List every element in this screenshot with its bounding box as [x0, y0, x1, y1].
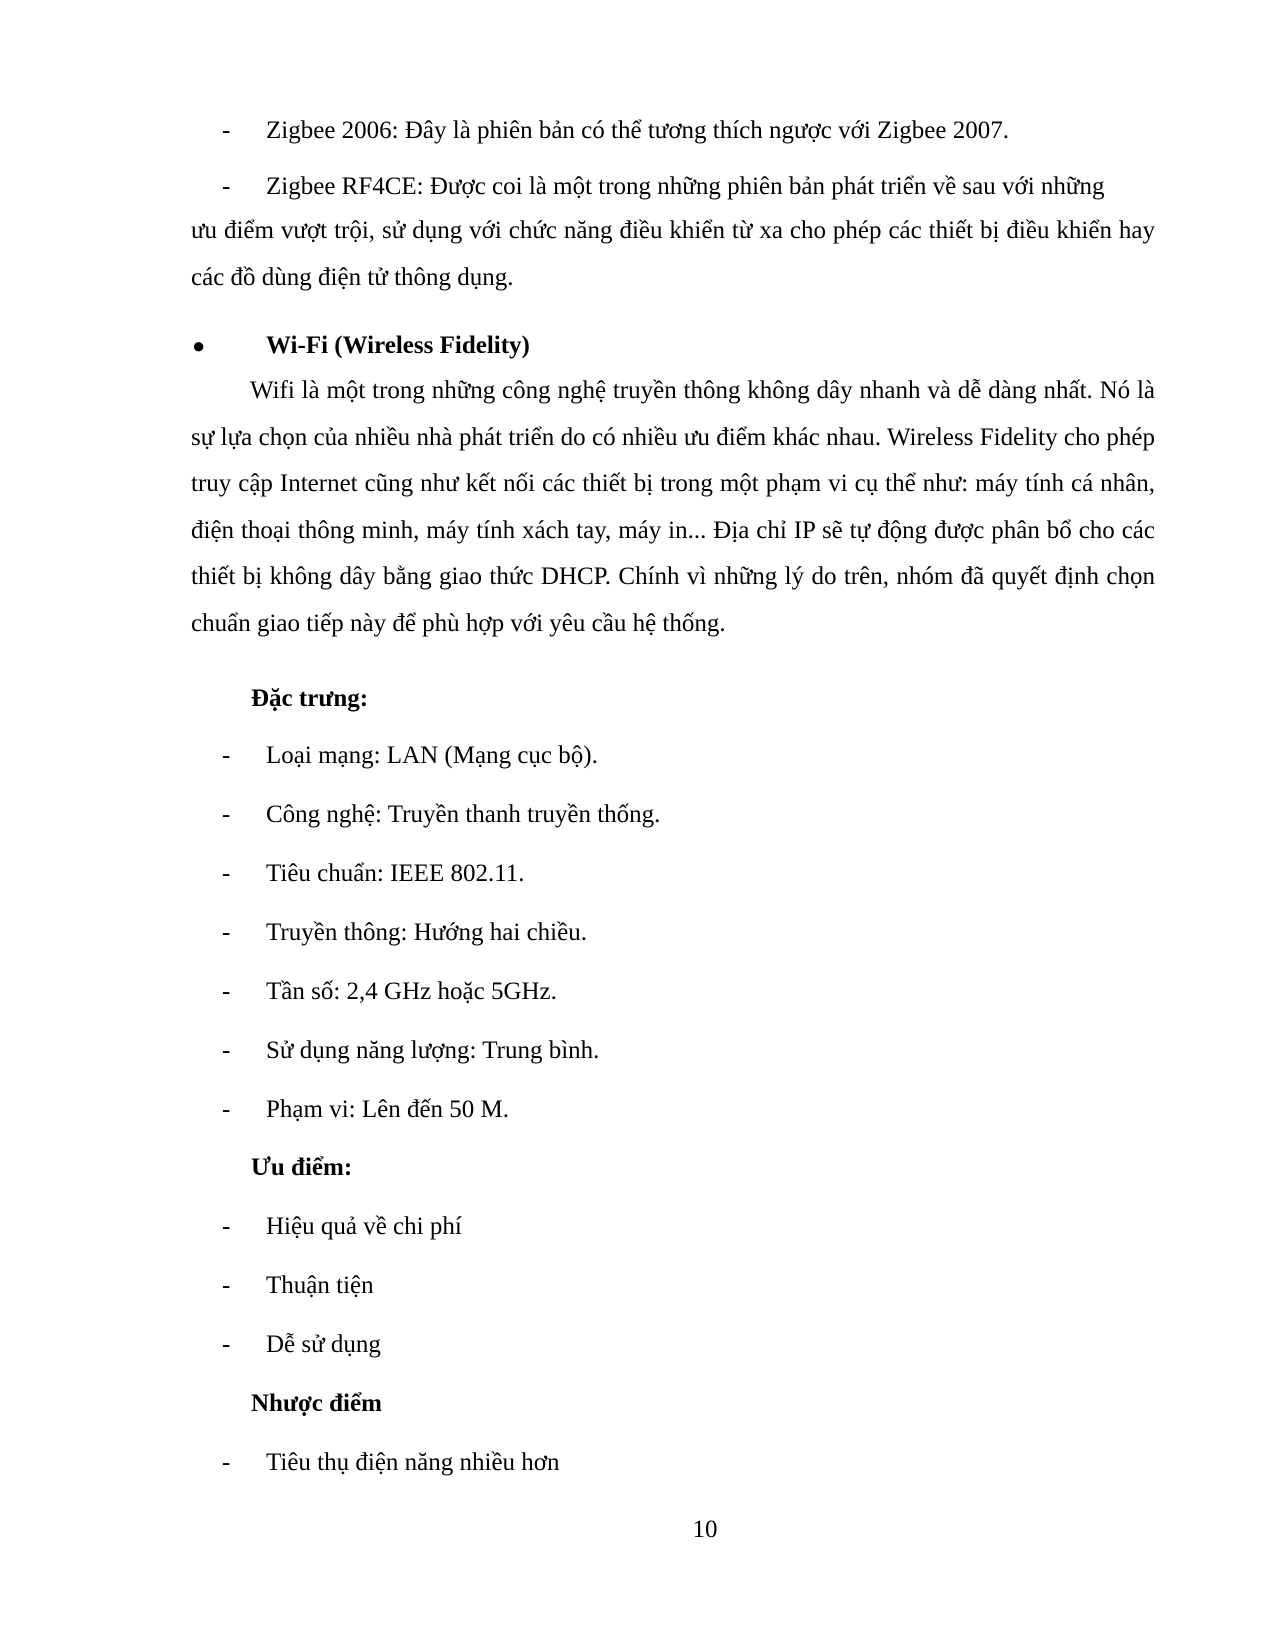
feature-item: Phạm vi: Lên đến 50 M. — [266, 1096, 510, 1123]
section-title-wifi: Wi-Fi (Wireless Fidelity) — [266, 332, 530, 359]
feature-item: Tiêu chuẩn: IEEE 802.11. — [266, 860, 525, 887]
list-dash: - — [222, 1037, 231, 1064]
list-dash: - — [222, 801, 231, 828]
feature-item: Sử dụng năng lượng: Trung bình. — [266, 1037, 600, 1064]
advantage-item: Hiệu quả về chi phí — [266, 1213, 462, 1240]
bullet-icon: ● — [192, 333, 206, 358]
list-item-zigbee-2006: Zigbee 2006: Đây là phiên bản có thể tương thích ngược với Zigbee 2007. — [266, 117, 1009, 144]
advantage-item: Dễ sử dụng — [266, 1331, 381, 1358]
advantage-item: Thuận tiện — [266, 1272, 374, 1299]
list-dash: - — [222, 919, 231, 946]
list-item-zigbee-rf4ce-continued: ưu điểm vượt trội, sử dụng với chức năng điều khiển từ xa cho phép các thiết bị điều khiển hay các đồ dùng điện tử thông dụng. — [191, 217, 1155, 291]
list-dash: - — [222, 742, 231, 769]
page-number: 10 — [692, 1516, 718, 1543]
list-dash: - — [222, 1449, 231, 1476]
list-dash: - — [222, 1213, 231, 1240]
list-dash: - — [222, 1096, 231, 1123]
feature-item: Công nghệ: Truyền thanh truyền thống. — [266, 801, 661, 828]
features-heading: Đặc trưng: — [251, 685, 369, 712]
feature-item: Loại mạng: LAN (Mạng cục bộ). — [266, 742, 598, 769]
feature-item: Tần số: 2,4 GHz hoặc 5GHz. — [266, 978, 557, 1005]
advantages-heading: Ưu điểm: — [251, 1154, 353, 1181]
disadvantage-item: Tiêu thụ điện năng nhiều hơn — [266, 1449, 560, 1476]
list-dash: - — [222, 860, 231, 887]
list-dash: - — [222, 173, 231, 200]
list-dash: - — [222, 978, 231, 1005]
list-item-zigbee-rf4ce: Zigbee RF4CE: Được coi là một trong những phiên bản phát triển về sau với những — [266, 173, 1105, 200]
list-dash: - — [222, 117, 231, 144]
disadvantages-heading: Nhược điểm — [251, 1390, 382, 1417]
list-dash: - — [222, 1331, 231, 1358]
feature-item: Truyền thông: Hướng hai chiều. — [266, 919, 587, 946]
list-dash: - — [222, 1272, 231, 1299]
wifi-description-paragraph: Wifi là một trong những công nghệ truyền thông không dây nhanh và dễ dàng nhất. Nó là sự lựa chọn của nhiều nhà phát triển do có nhiều ưu điểm khác nhau. Wireless Fidelity cho phép truy cập Internet cũng như kết nối các thiết bị trong một phạm vi cụ thể như: máy tính cá nhân, điện thoại thông minh, máy tính xách tay, máy in... Địa chỉ IP sẽ tự động được phân bổ cho các thiết bị không dây bằng giao thức DHCP. Chính vì những lý do trên, nhóm đã quyết định chọn chuẩn giao tiếp này để phù hợp với yêu cầu hệ thống. — [191, 377, 1155, 637]
